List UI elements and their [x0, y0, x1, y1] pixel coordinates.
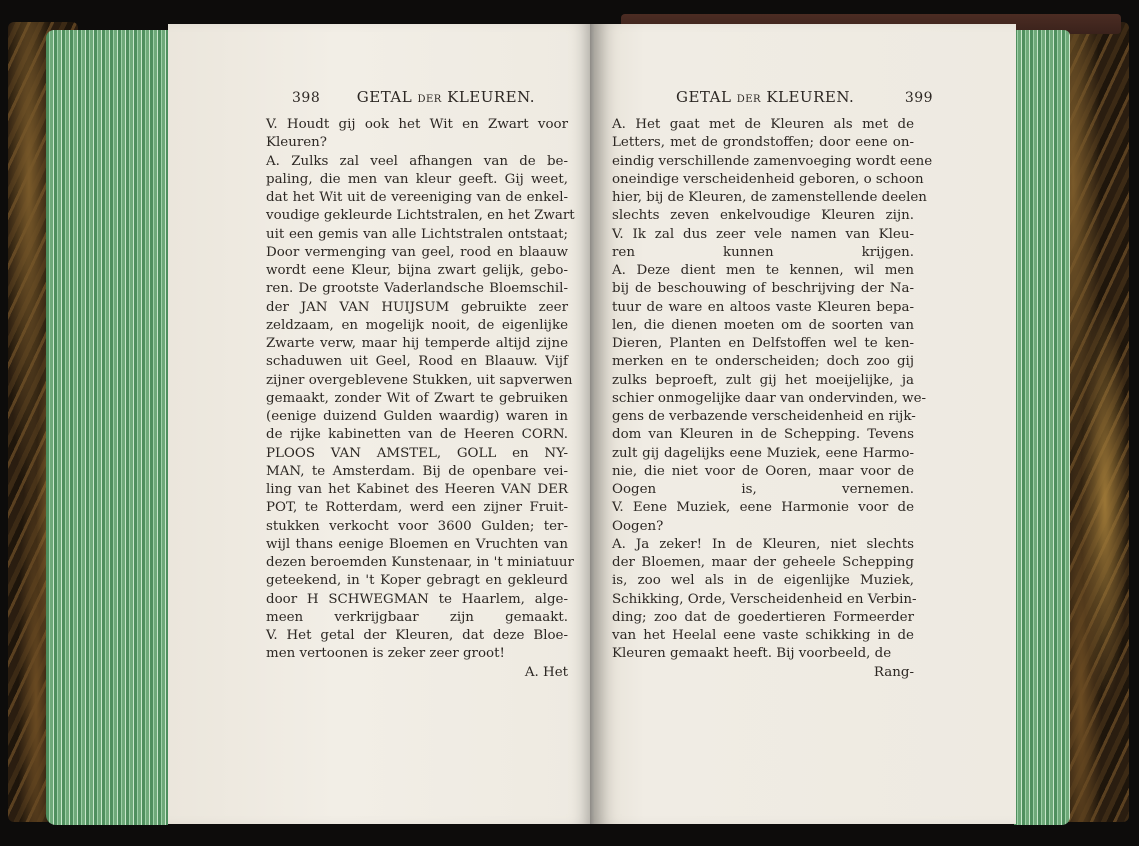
page-edges-right [1014, 30, 1070, 825]
text-line: Oogen? [612, 518, 664, 534]
text-line: Kleuren? [266, 135, 327, 151]
text-line: uit een gemis van alle Lichtstralen ontstaat; [266, 226, 568, 242]
page-number: 398 [292, 90, 321, 106]
text-line: zult gij dagelijks eene Muziek, eene Harmo- [612, 445, 914, 461]
text-line: de rijke kabinetten van de Heeren CORN. [266, 427, 568, 443]
text-line: len, die dienen moeten om de soorten van [612, 317, 914, 333]
running-title: GETAL DER KLEUREN. [676, 88, 855, 106]
text-line: wijl thans eenige Bloemen en Vruchten van [266, 536, 568, 552]
text-line: ling van het Kabinet des Heeren VAN DER [266, 482, 568, 497]
text-line: V. Eene Muziek, eene Harmonie voor de [612, 500, 914, 516]
text-line: dat het Wit uit de vereeniging van de enkel- [266, 190, 568, 205]
running-title: GETAL DER KLEUREN. [356, 88, 536, 106]
text-line: eindig verschillende zamenvoeging wordt eene [612, 153, 933, 169]
catchword: Rang- [873, 664, 914, 680]
text-line: POT, te Rotterdam, werd een zijner Fruit- [266, 500, 568, 516]
text-line: dezen beroemden Kunstenaar, in 't miniatuur [266, 555, 574, 570]
text-line: Kleuren gemaakt heeft. Bij voorbeeld, de [612, 646, 892, 662]
text-line: tuur de ware en altoos vaste Kleuren bepa- [612, 299, 914, 315]
text-line: nie, die niet voor de Ooren, maar voor de [612, 463, 914, 479]
text-line: Dieren, Planten en Delfstoffen wel te ken- [612, 336, 914, 351]
text-line: MAN, te Amsterdam. Bij de openbare vei- [266, 463, 568, 479]
text-line: V. Houdt gij ook het Wit en Zwart voor [266, 117, 568, 132]
text-line: V. Ik zal dus zeer vele namen van Kleu- [612, 226, 914, 242]
text-line: wordt eene Kleur, bijna zwart gelijk, gebo- [266, 263, 568, 278]
text-line: Door vermenging van geel, rood en blaauw [266, 244, 568, 260]
text-line: paling, die men van kleur geeft. Gij weet, [266, 171, 568, 187]
text-line: geteekend, in 't Koper gebragt en gekleurd [266, 573, 568, 589]
text-line: is, zoo wel als in de eigenlijke Muziek, [612, 573, 914, 589]
text-line: merken en te onderscheiden; doch zoo gij [612, 354, 914, 370]
text-line: der JAN VAN HUIJSUM gebruikte zeer [266, 299, 568, 315]
text-line: (eenige duizend Gulden waardig) waren in [266, 409, 568, 424]
page-header [292, 88, 535, 106]
text-line: A. Deze dient men te kennen, wil men [612, 263, 914, 278]
page-edges-left [46, 30, 168, 825]
text-line: A. Ja zeker! In de Kleuren, niet slechts [612, 536, 914, 552]
text-line: stukken verkocht voor 3600 Gulden; ter- [266, 518, 568, 534]
right-page [594, 24, 1016, 824]
text-line: A. Zulks zal veel afhangen van de be- [266, 153, 568, 169]
text-line: V. Het getal der Kleuren, dat deze Bloe- [266, 628, 568, 643]
page-header [676, 88, 933, 106]
text-line: door H SCHWEGMAN te Haarlem, alge- [266, 591, 568, 607]
text-line: PLOOS VAN AMSTEL, GOLL en NY- [266, 445, 568, 461]
text-line: gemaakt, zonder Wit of Zwart te gebruiken [266, 390, 568, 406]
text-line: schier onmogelijke daar van ondervinden, we- [612, 390, 927, 406]
text-line: voudige gekleurde Lichtstralen, en het Zwart [266, 208, 575, 224]
left-page [168, 24, 594, 824]
text-line: men vertoonen is zeker zeer groot! [266, 646, 505, 662]
text-line: Oogen is, vernemen. [612, 482, 914, 497]
text-line: Zwarte verw, maar hij temperde altijd zijne [266, 336, 568, 351]
text-line: Letters, met de grondstoffen; door eene on- [612, 135, 914, 151]
text-line: Schikking, Orde, Verscheidenheid en Verbin- [612, 591, 917, 607]
text-line: schaduwen uit Geel, Rood en Blaauw. Vijf [266, 354, 568, 370]
page-number: 399 [904, 90, 934, 106]
catchword: A. Het [524, 664, 568, 680]
text-line: hier, bij de Kleuren, de zamenstellende deelen [612, 190, 927, 205]
text-line: bij de beschouwing of beschrijving der Na- [612, 281, 914, 297]
text-line: van het Heelal eene vaste schikking in de [612, 628, 914, 643]
text-line: zeldzaam, en mogelijk nooit, de eigenlijke [266, 317, 568, 333]
text-line: zulks beproeft, zult gij het moeijelijke, ja [612, 372, 914, 388]
page-body-text [612, 116, 933, 682]
text-line: ren. De grootste Vaderlandsche Bloemschil- [266, 281, 568, 297]
text-line: slechts zeven enkelvoudige Kleuren zijn. [612, 208, 914, 224]
text-line: gens de verbazende verscheidenheid en rijk- [612, 409, 916, 424]
text-line: meen verkrijgbaar zijn gemaakt. [266, 609, 568, 625]
page-body-text [266, 116, 575, 682]
text-line: zijner overgeblevene Stukken, uit sapverwen [266, 372, 573, 388]
text-line: A. Het gaat met de Kleuren als met de [612, 117, 914, 132]
text-line: oneindige verscheidenheid geboren, o schoon [612, 171, 924, 187]
text-line: dom van Kleuren in de Schepping. Tevens [612, 427, 914, 443]
text-line: ding; zoo dat de goedertieren Formeerder [612, 609, 914, 625]
text-line: der Bloemen, maar der geheele Schepping [612, 555, 914, 570]
text-line: ren kunnen krijgen. [612, 244, 914, 260]
